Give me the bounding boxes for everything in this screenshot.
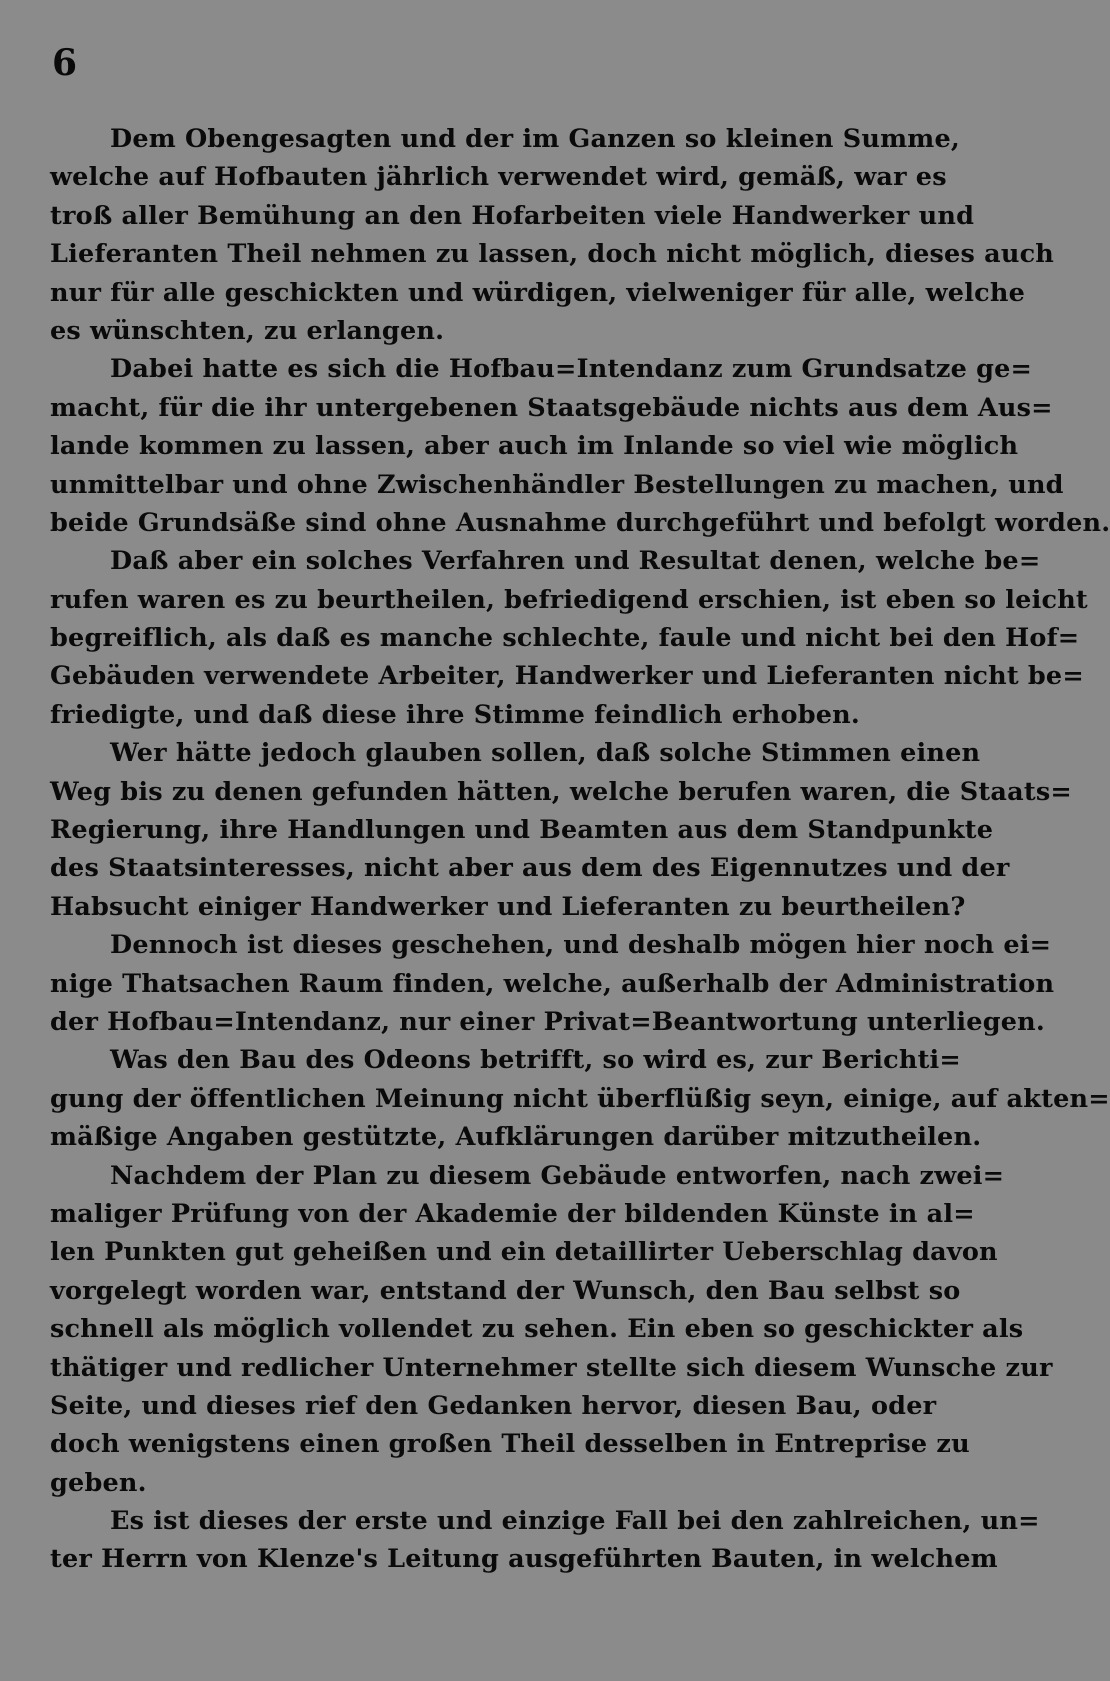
text-line: vorgelegt worden war, entstand der Wunsch, den Bau selbst so (50, 1275, 961, 1306)
page-number: 6 (52, 42, 78, 84)
text-line: Dem Obengesagten und der im Ganzen so kleinen Summe, (110, 124, 960, 154)
text-line: lande kommen zu lassen, aber auch im Inlande so viel wie möglich (50, 431, 1019, 462)
text-line: Habsucht einiger Handwerker und Lieferanten zu beurtheilen? (50, 891, 966, 922)
text-line: nur für alle geschickten und würdigen, vielweniger für alle, welche (50, 277, 1026, 308)
text-line: der Hofbau=Intendanz, nur einer Privat=Beantwortung unterliegen. (50, 1006, 1045, 1037)
text-line: Dabei hatte es sich die Hofbau=Intendanz zum Grundsatze ge= (110, 354, 1033, 385)
text-line: Lieferanten Theil nehmen zu lassen, doch nicht möglich, dieses auch (50, 239, 1055, 270)
text-line: geben. (50, 1467, 147, 1498)
text-line: Wer hätte jedoch glauben sollen, daß solche Stimmen einen (110, 738, 981, 769)
text-line: macht, für die ihr untergebenen Staatsgebäude nichts aus dem Aus= (50, 392, 1053, 423)
text-line: Dennoch ist dieses geschehen, und deshalb mögen hier noch ei= (110, 930, 1052, 961)
text-line: des Staatsinteresses, nicht aber aus dem des Eigennutzes und der (50, 853, 1010, 884)
text-line: Nachdem der Plan zu diesem Gebäude entworfen, nach zwei= (110, 1160, 1005, 1191)
text-line: troß aller Bemühung an den Hofarbeiten viele Handwerker und (50, 200, 975, 231)
text-line: len Punkten gut geheißen und ein detaillirter Ueberschlag davon (50, 1237, 998, 1268)
text-line: es wünschten, zu erlangen. (50, 315, 445, 346)
text-line: gung der öffentlichen Meinung nicht überflüßig seyn, einige, auf akten= (50, 1083, 1110, 1114)
text-line: friedigte, und daß diese ihre Stimme feindlich erhoben. (50, 699, 860, 730)
text-line: thätiger und redlicher Unternehmer stellte sich diesem Wunsche zur (50, 1352, 1053, 1383)
text-line: doch wenigstens einen großen Theil desselben in Entreprise zu (50, 1429, 970, 1460)
body-text (50, 120, 1110, 1579)
text-line: nige Thatsachen Raum finden, welche, außerhalb der Administration (50, 968, 1055, 999)
text-line: Daß aber ein solches Verfahren und Resultat denen, welche be= (110, 546, 1041, 577)
text-line: Gebäuden verwendete Arbeiter, Handwerker und Lieferanten nicht be= (50, 661, 1084, 692)
text-line: begreiflich, als daß es manche schlechte, faule und nicht bei den Hof= (50, 623, 1080, 654)
text-line: ter Herrn von Klenze's Leitung ausgeführten Bauten, in welchem (50, 1544, 998, 1575)
text-line: beide Grundsäße sind ohne Ausnahme durchgeführt und befolgt worden. (50, 507, 1110, 538)
text-line: Es ist dieses der erste und einzige Fall bei den zahlreichen, un= (110, 1506, 1040, 1537)
text-line: Weg bis zu denen gefunden hätten, welche berufen waren, die Staats= (50, 776, 1072, 807)
text-line: welche auf Hofbauten jährlich verwendet wird, gemäß, war es (50, 162, 947, 193)
text-line: rufen waren es zu beurtheilen, befriedigend erschien, ist eben so leicht (50, 584, 1088, 615)
text-line: mäßige Angaben gestützte, Aufklärungen darüber mitzutheilen. (50, 1122, 982, 1153)
text-line: Regierung, ihre Handlungen und Beamten aus dem Standpunkte (50, 815, 994, 846)
text-line: Seite, und dieses rief den Gedanken hervor, diesen Bau, oder (50, 1390, 937, 1421)
text-line: schnell als möglich vollendet zu sehen. Ein eben so geschickter als (50, 1314, 1024, 1345)
text-line: maliger Prüfung von der Akademie der bildenden Künste in al= (50, 1198, 975, 1229)
text-line: Was den Bau des Odeons betrifft, so wird es, zur Berichti= (110, 1045, 961, 1076)
text-line: unmittelbar und ohne Zwischenhändler Bestellungen zu machen, und (50, 469, 1064, 500)
